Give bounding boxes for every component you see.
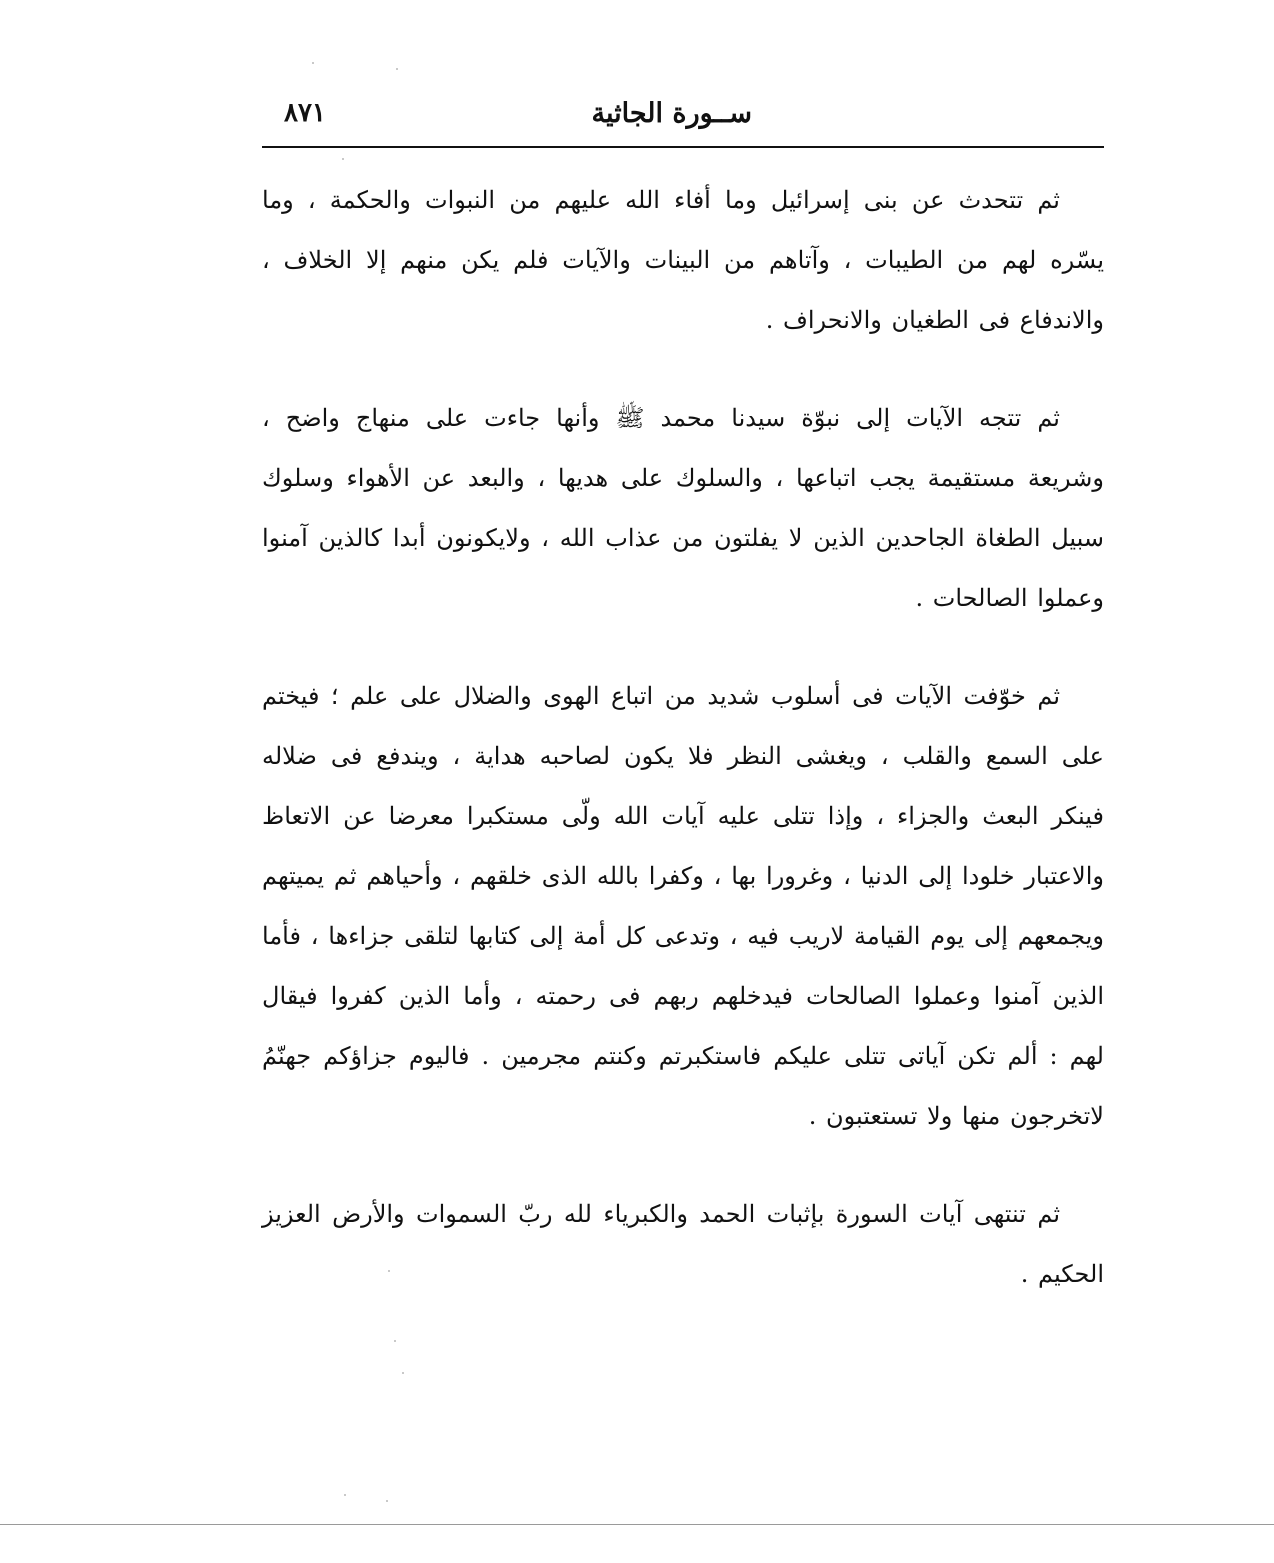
scan-speck [342, 158, 344, 160]
paragraph-prophethood: ثم تتجه الآيات إلى نبوّة سيدنا محمد ﷺ وأنها جاءت على منهاج واضح ، وشريعة مستقيمة يجب اتباعها ، والسلوك على هديها ، والبعد عن الأهواء وسلوك سبيل الطغاة الجاحدين الذين لا يفلتون من عذاب الله ، ولايكونون أبدا كالذين آمنوا وعملوا الصالحات . [262, 404, 1104, 612]
body-text [262, 170, 1104, 1304]
surah-title: ســورة الجاثية [591, 98, 752, 129]
scan-speck [386, 1500, 388, 1502]
paragraph-bani-israel: ثم تتحدث عن بنى إسرائيل وما أفاء الله عليهم من النبوات والحكمة ، وما يسّره لهم من الطيبات ، وآتاهم من البينات والآيات فلم يكن منهم إلا الخلاف ، والاندفاع فى الطغيان والانحراف . [262, 186, 1104, 334]
running-header [262, 92, 1104, 142]
scan-speck [388, 1270, 390, 1272]
scan-speck [402, 1372, 404, 1374]
scan-speck [312, 62, 314, 64]
scan-speck [394, 1340, 396, 1342]
header-divider [262, 146, 1104, 148]
scan-speck [396, 68, 398, 70]
page-bottom-edge [0, 1524, 1274, 1525]
page-number: ٨٧١ [284, 98, 326, 128]
paragraph-conclusion: ثم تنتهى آيات السورة بإثبات الحمد والكبرياء لله ربّ السموات والأرض العزيز الحكيم . [262, 1200, 1104, 1288]
paragraph-warning: ثم خوّفت الآيات فى أسلوب شديد من اتباع الهوى والضلال على علم ؛ فيختم على السمع والقلب ، ويغشى النظر فلا يكون لصاحبه هداية ، ويندفع فى ضلاله فينكر البعث والجزاء ، وإذا تتلى عليه آيات الله ولّى مستكبرا معرضا عن الاتعاظ والاعتبار خلودا إلى الدنيا ، وغرورا بها ، وكفرا بالله الذى خلقهم ، وأحياهم ثم يميتهم ويجمعهم إلى يوم القيامة لاريب فيه ، وتدعى كل أمة إلى كتابها لتلقى جزاءها ، فأما الذين آمنوا وعملوا الصالحات فيدخلهم ربهم فى رحمته ، وأما الذين كفروا فيقال لهم : ألم تكن آياتى تتلى عليكم فاستكبرتم وكنتم مجرمين . فاليوم جزاؤكم جهنّمُ لاتخرجون منها ولا تستعتبون . [262, 682, 1104, 1130]
scan-speck [344, 1494, 346, 1496]
